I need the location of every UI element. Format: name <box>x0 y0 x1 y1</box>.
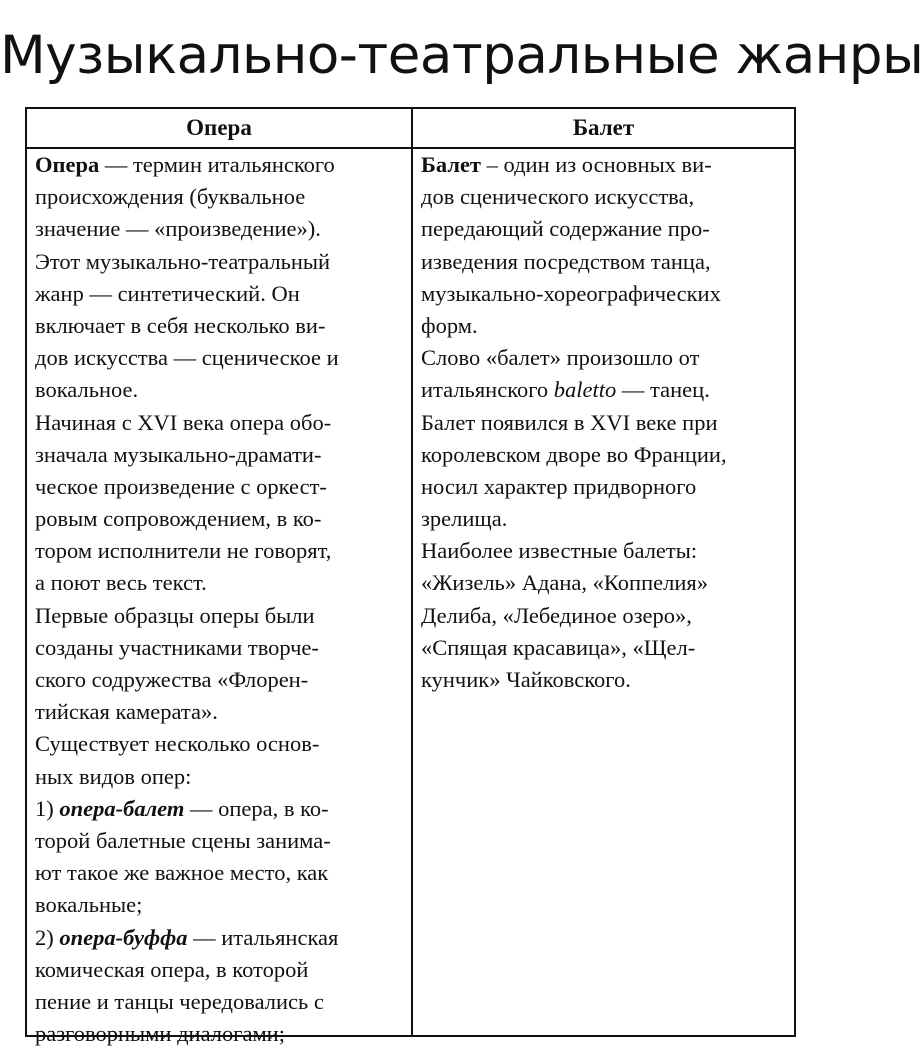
ballet-line: Балет появился в XVI веке при <box>421 409 718 435</box>
ballet-line: «Жизель» Адана, «Коппелия» <box>421 570 708 596</box>
header-ballet: Балет <box>572 115 635 140</box>
column-divider <box>411 109 413 1035</box>
opera-line: Этот музыкально-театральный <box>35 248 331 274</box>
opera-column <box>35 149 339 1050</box>
opera-type-term: опера-буффа <box>59 924 188 950</box>
opera-line: дов искусства — сценическое и <box>35 345 339 371</box>
opera-line: Существует несколько основ- <box>35 731 320 757</box>
opera-line: ных видов опер: <box>35 763 192 789</box>
opera-line: жанр — синтетический. Он <box>35 280 300 306</box>
opera-line: 2) опера-буффа — итальянская <box>35 924 339 950</box>
opera-line: ческое произведение с оркест- <box>35 473 327 499</box>
ballet-etymology-word: baletto <box>553 377 617 403</box>
opera-line: включает в себя несколько ви- <box>35 312 326 338</box>
opera-line: 1) опера-балет — опера, в ко- <box>35 795 329 821</box>
ballet-line: «Спящая красавица», «Щел- <box>421 634 696 660</box>
opera-line: Опера — термин итальянского <box>35 152 335 177</box>
page-title: Музыкально-театральные жанры <box>0 25 923 86</box>
ballet-line: зрелища. <box>421 506 508 532</box>
opera-line: ского содружества «Флорен- <box>35 667 309 692</box>
opera-line: вокальное. <box>35 377 139 403</box>
ballet-line: кунчик» Чайковского. <box>421 667 631 692</box>
ballet-line: Делиба, «Лебединое озеро», <box>421 602 692 628</box>
header-opera: Опера <box>186 115 252 140</box>
ballet-line: итальянского baletto — танец. <box>421 377 710 403</box>
opera-line: вокальные; <box>35 892 143 918</box>
opera-type-term: опера-балет <box>59 795 185 821</box>
opera-line: значение — «произведение»). <box>35 216 321 242</box>
opera-line: торой балетные сцены занима- <box>35 827 331 853</box>
opera-line: пение и танцы чередовались с <box>35 988 324 1014</box>
ballet-term: Балет <box>421 152 481 177</box>
ballet-line: изведения посредством танца, <box>421 248 711 274</box>
opera-line: созданы участниками творче- <box>35 634 319 660</box>
opera-line: происхождения (буквальное <box>35 184 306 210</box>
genres-table <box>25 107 796 1047</box>
ballet-line: передающий содержание про- <box>421 216 710 242</box>
opera-line: тором исполнители не говорят, <box>35 538 332 564</box>
ballet-line: Слово «балет» произошло от <box>421 345 700 371</box>
ballet-column <box>421 149 727 696</box>
ballet-line: дов сценического искусства, <box>421 184 695 210</box>
opera-term: Опера <box>35 152 100 177</box>
opera-line: а поют весь текст. <box>35 570 207 596</box>
ballet-line: Наиболее известные балеты: <box>421 538 698 564</box>
ballet-line: носил характер придворного <box>421 473 697 499</box>
opera-line: разговорными диалогами; <box>35 1021 285 1047</box>
ballet-line: королевском дворе во Франции, <box>421 441 727 467</box>
opera-line: ют такое же важное место, как <box>35 860 329 886</box>
opera-line: тийская камерата». <box>35 699 218 725</box>
ballet-line: Балет – один из основных ви- <box>421 152 712 177</box>
opera-line: ровым сопровождением, в ко- <box>35 506 322 532</box>
opera-line: Начиная с XVI века опера обо- <box>35 409 332 435</box>
opera-line: значала музыкально-драмати- <box>35 441 322 467</box>
opera-line: комическая опера, в которой <box>35 956 309 982</box>
opera-line: Первые образцы оперы были <box>35 602 315 628</box>
ballet-line: музыкально-хореографических <box>421 280 721 306</box>
ballet-line: форм. <box>421 312 478 338</box>
